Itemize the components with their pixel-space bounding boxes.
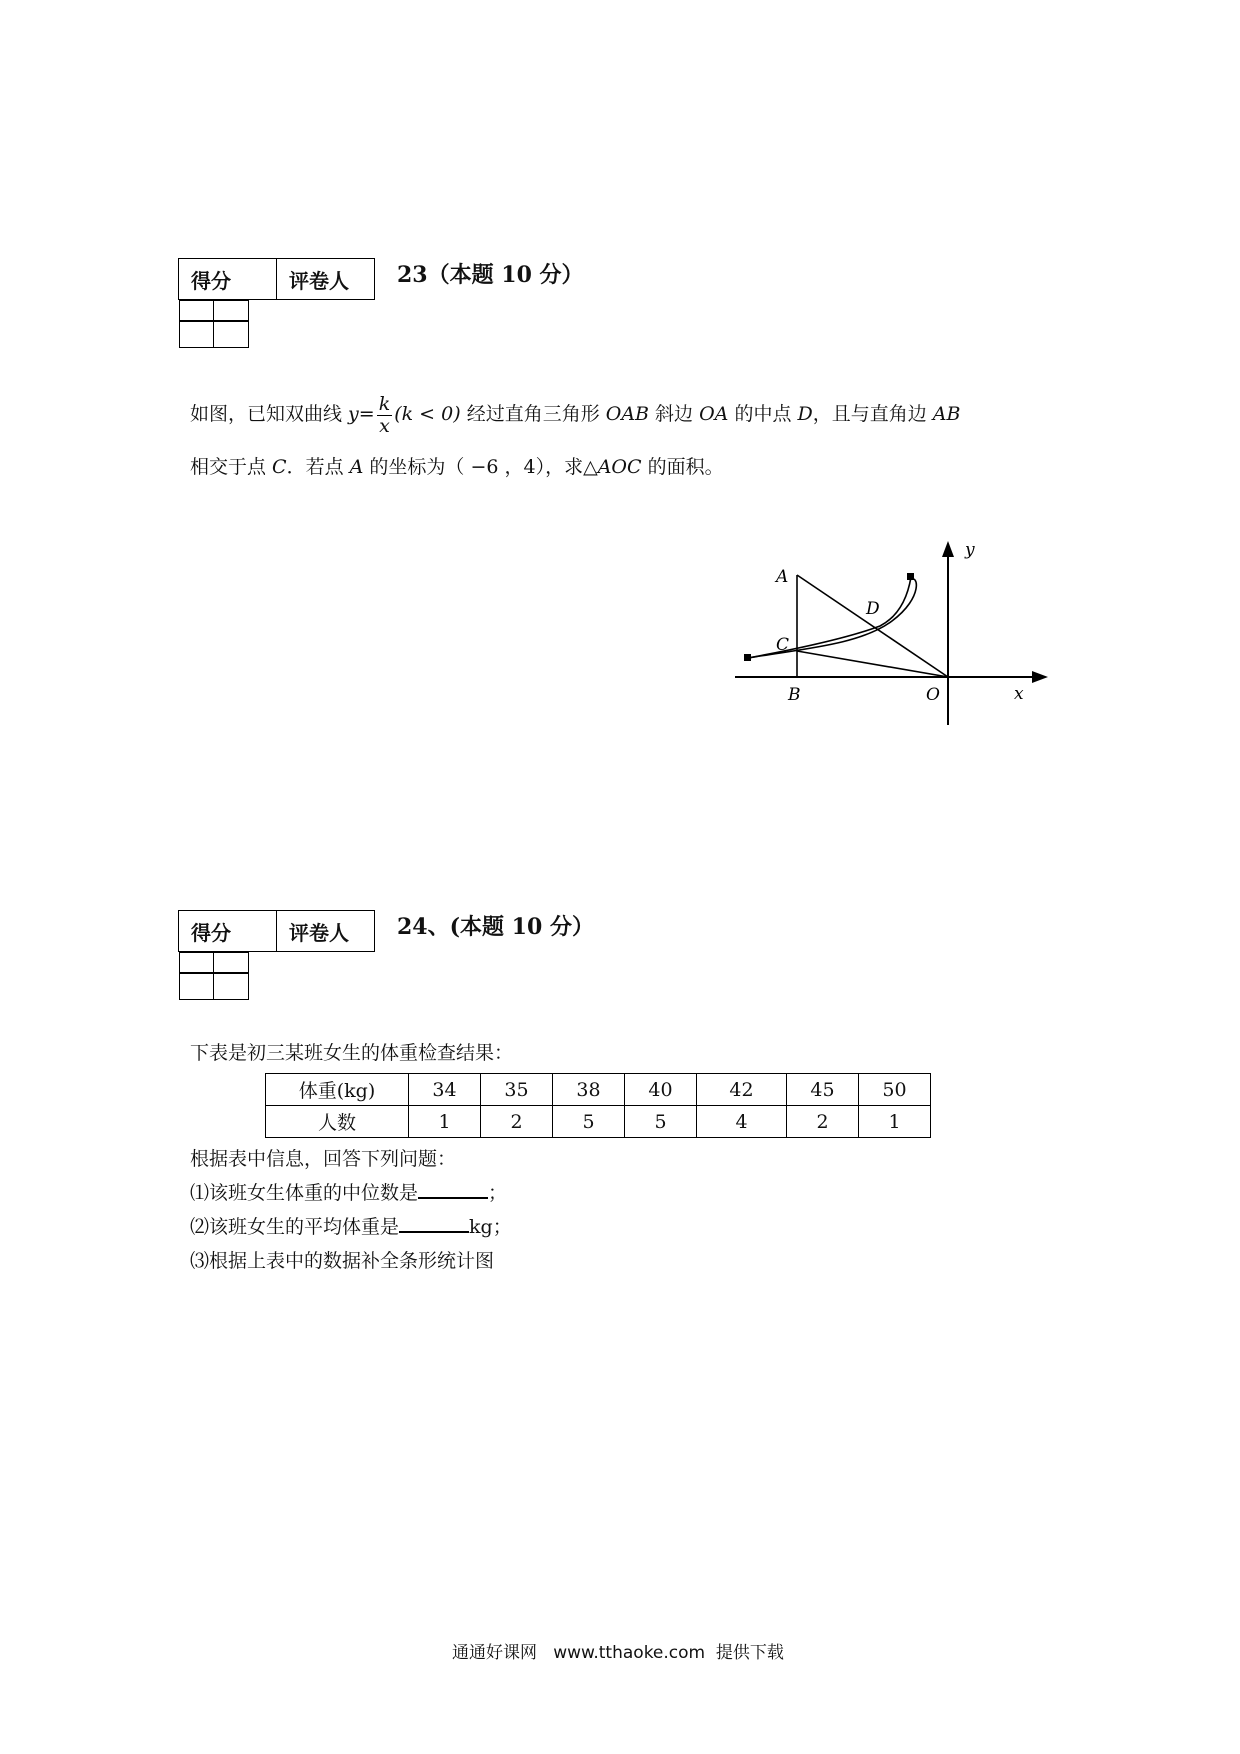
table-cell: 1 bbox=[859, 1106, 931, 1138]
table-cell: 38 bbox=[553, 1074, 625, 1106]
table-cell: 50 bbox=[859, 1074, 931, 1106]
score-label: 得分 bbox=[179, 259, 277, 300]
q23-header: 23（本题 10 分） bbox=[397, 262, 584, 288]
q23-score-box bbox=[178, 258, 375, 326]
hyperbola-curve-overlay bbox=[748, 577, 911, 658]
q24-score-box bbox=[178, 910, 375, 978]
table-cell: 5 bbox=[625, 1106, 697, 1138]
table-row bbox=[266, 1106, 931, 1138]
q24-header: 24、(本题 10 分） bbox=[397, 914, 594, 940]
table-row bbox=[266, 1074, 931, 1106]
weight-header-cell: 体重(kg) bbox=[266, 1074, 409, 1106]
label-o: O bbox=[926, 685, 940, 705]
table-cell: 42 bbox=[697, 1074, 787, 1106]
table-cell: 4 bbox=[697, 1106, 787, 1138]
grader-label: 评卷人 bbox=[277, 911, 375, 952]
q24-sub3: ⑶根据上表中的数据补全条形统计图 bbox=[190, 1250, 495, 1272]
table-cell: 40 bbox=[625, 1074, 697, 1106]
segment-oc bbox=[797, 651, 948, 677]
page-footer: 通通好课网 www.tthaoke.com 提供下载 bbox=[452, 1643, 784, 1663]
q24-intro: 下表是初三某班女生的体重检查结果： bbox=[190, 1042, 514, 1064]
q24-sub2: ⑵该班女生的平均体重是 kg； bbox=[190, 1210, 512, 1244]
weight-table bbox=[265, 1073, 931, 1138]
table-cell: 1 bbox=[409, 1106, 481, 1138]
score-cell bbox=[179, 301, 214, 348]
q23-line1: 如图，已知双曲线 y= $\frac{k}{x}$ (k < 0) 经过直角三角形 OAB 斜边 OA 的中点 D，且与直角边 AB bbox=[190, 392, 961, 437]
table-cell: 34 bbox=[409, 1074, 481, 1106]
table-cell: 45 bbox=[787, 1074, 859, 1106]
table-cell: 35 bbox=[481, 1074, 553, 1106]
grader-cell bbox=[214, 301, 249, 348]
fraction-k-over-x: $\frac{k}{x}$ bbox=[378, 392, 391, 437]
label-b: B bbox=[788, 685, 801, 705]
x-axis-arrow bbox=[1032, 671, 1048, 683]
label-a: A bbox=[776, 567, 789, 587]
score-cell bbox=[179, 953, 214, 1000]
label-y: y bbox=[965, 540, 975, 560]
segment-oa bbox=[797, 575, 948, 677]
table-cell: 2 bbox=[787, 1106, 859, 1138]
curve-endpoint-right bbox=[907, 573, 914, 580]
curve-endpoint-left bbox=[744, 654, 751, 661]
q24-prompt: 根据表中信息，回答下列问题： bbox=[190, 1148, 457, 1170]
table-cell: 2 bbox=[481, 1106, 553, 1138]
score-label: 得分 bbox=[179, 911, 277, 952]
answer-blank[interactable] bbox=[399, 1211, 469, 1233]
label-c: C bbox=[776, 635, 790, 655]
grader-cell bbox=[214, 953, 249, 1000]
grader-label: 评卷人 bbox=[277, 259, 375, 300]
y-axis-arrow bbox=[942, 541, 954, 557]
q23-figure bbox=[720, 525, 1060, 735]
q24-sub1: ⑴该班女生体重的中位数是 ； bbox=[190, 1176, 507, 1210]
answer-blank[interactable] bbox=[418, 1177, 488, 1199]
label-d: D bbox=[866, 599, 880, 619]
label-x: x bbox=[1014, 684, 1024, 704]
table-cell: 5 bbox=[553, 1106, 625, 1138]
q23-line2: 相交于点 C．若点 A 的坐标为（ −6 ，4），求△AOC 的面积。 bbox=[190, 456, 724, 478]
count-header-cell: 人数 bbox=[266, 1106, 409, 1138]
